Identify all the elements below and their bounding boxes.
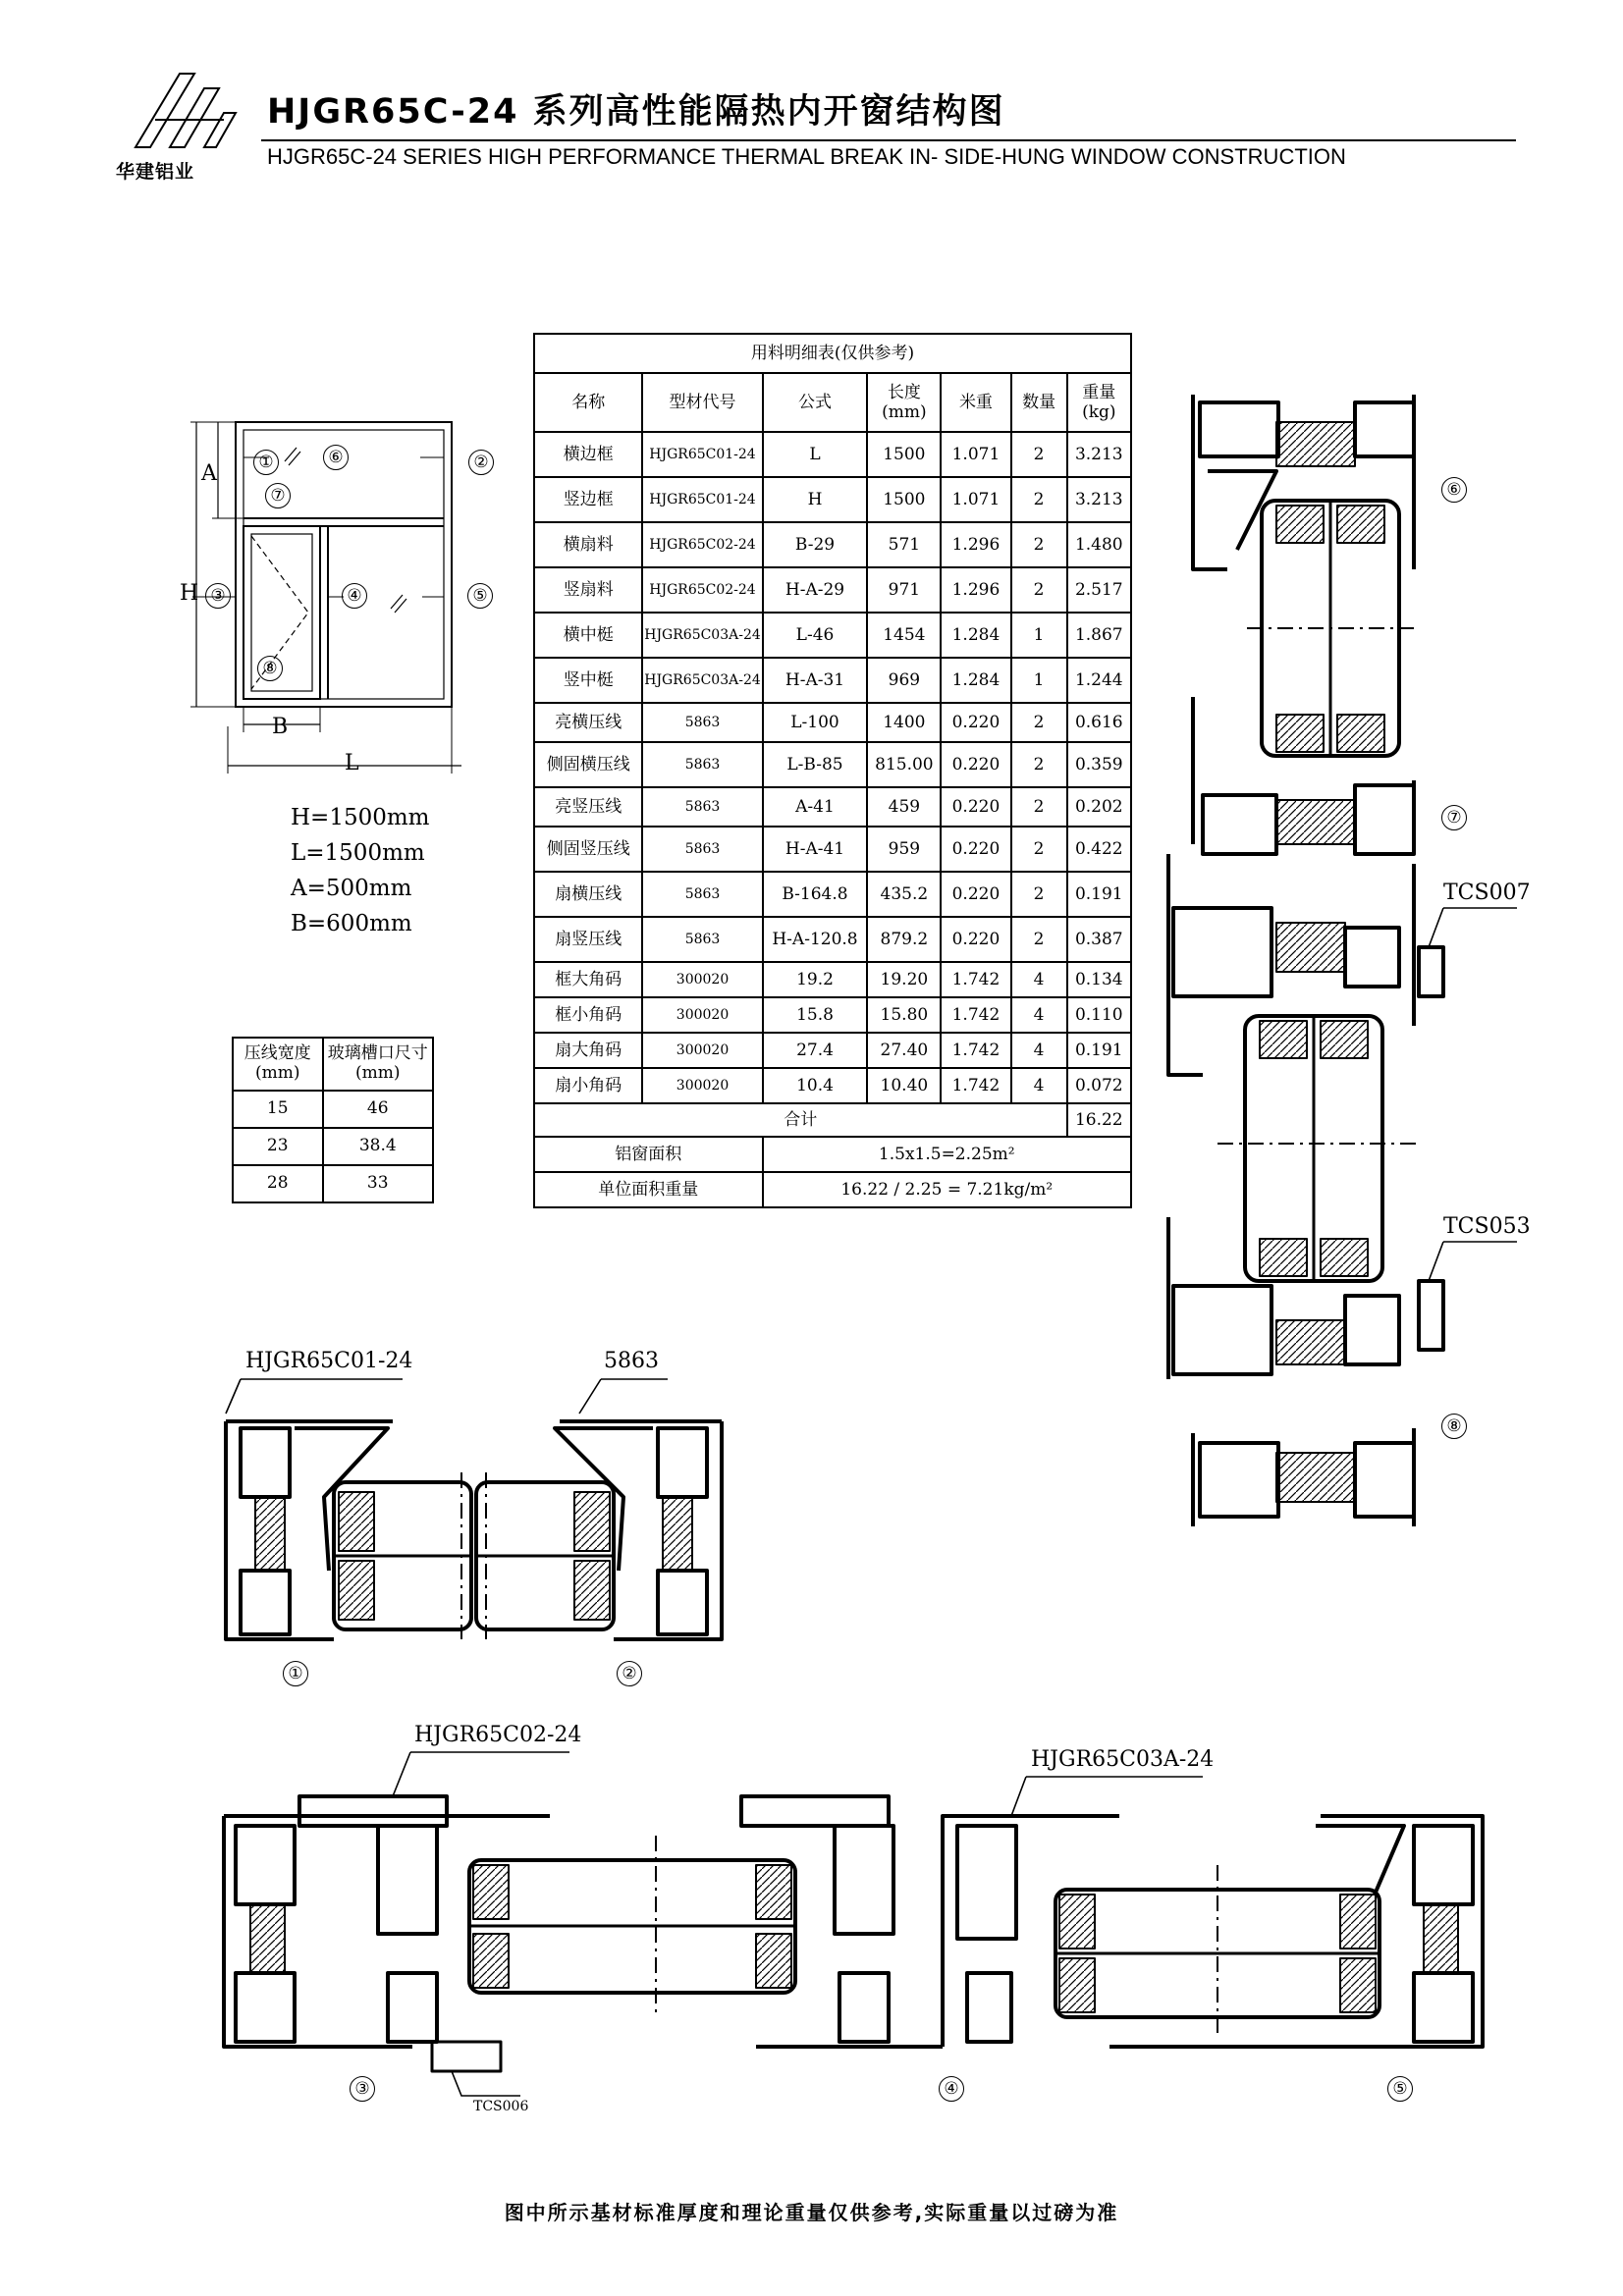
material-cell: 2 <box>1011 917 1067 962</box>
material-cell: 1.296 <box>941 522 1010 567</box>
section-marker-5: ⑤ <box>1387 2076 1413 2102</box>
material-cell: 0.220 <box>941 787 1010 827</box>
material-cell: 27.40 <box>867 1033 941 1068</box>
material-cell: 4 <box>1011 1033 1067 1068</box>
material-cell: 15.8 <box>763 997 868 1033</box>
label-tcs053: TCS053 <box>1443 1214 1531 1239</box>
col-header: 型材代号 <box>642 373 762 432</box>
glass-cell: 15 <box>233 1091 323 1128</box>
total-value: 16.22 <box>1067 1103 1131 1137</box>
marker-5: ⑤ <box>467 583 493 609</box>
material-cell: 1.742 <box>941 1068 1010 1103</box>
material-cell: HJGR65C02-24 <box>642 567 762 613</box>
material-cell: 0.134 <box>1067 962 1131 997</box>
material-cell: 1.296 <box>941 567 1010 613</box>
dim-b-label: B <box>272 715 289 739</box>
material-cell: 459 <box>867 787 941 827</box>
material-cell: 0.191 <box>1067 872 1131 917</box>
area-label: 铝窗面积 <box>534 1137 763 1172</box>
marker-8: ⑧ <box>257 656 283 681</box>
label-tcs006: TCS006 <box>473 2099 529 2114</box>
col-header: 公式 <box>763 373 868 432</box>
material-cell: 1.480 <box>1067 522 1131 567</box>
material-cell: B-29 <box>763 522 868 567</box>
material-cell: 侧固竖压线 <box>534 827 642 872</box>
material-cell: 扇小角码 <box>534 1068 642 1103</box>
page-subtitle: HJGR65C-24 SERIES HIGH PERFORMANCE THERMAL BREAK IN- SIDE-HUNG WINDOW CONSTRUCTION <box>267 144 1346 169</box>
material-cell: 竖中梃 <box>534 658 642 703</box>
marker-2: ② <box>468 450 494 475</box>
material-cell: 969 <box>867 658 941 703</box>
material-cell: 0.359 <box>1067 742 1131 787</box>
section-marker-3: ③ <box>350 2076 375 2102</box>
material-cell: 5863 <box>642 872 762 917</box>
material-cell: 435.2 <box>867 872 941 917</box>
material-cell: 2 <box>1011 872 1067 917</box>
material-cell: 扇竖压线 <box>534 917 642 962</box>
material-cell: 框大角码 <box>534 962 642 997</box>
material-cell: HJGR65C03A-24 <box>642 613 762 658</box>
material-cell: 2 <box>1011 787 1067 827</box>
material-cell: H-A-31 <box>763 658 868 703</box>
glass-unit-section-5 <box>1055 1865 1380 2037</box>
col-header: 米重 <box>941 373 1010 432</box>
material-cell: 1400 <box>867 703 941 742</box>
glass-header-bead: 压线宽度(mm) <box>233 1038 323 1091</box>
material-cell: 27.4 <box>763 1033 868 1068</box>
section-marker-6: ⑥ <box>1441 477 1467 503</box>
material-cell: 300020 <box>642 1033 762 1068</box>
material-cell: 横边框 <box>534 432 642 477</box>
material-cell: 1.244 <box>1067 658 1131 703</box>
material-cell: HJGR65C03A-24 <box>642 658 762 703</box>
label-c01: HJGR65C01-24 <box>245 1349 413 1373</box>
glass-unit-section-1 <box>334 1472 471 1639</box>
material-cell: L-100 <box>763 703 868 742</box>
glass-cell: 23 <box>233 1128 323 1165</box>
marker-1: ① <box>253 450 279 475</box>
dim-a-label: A <box>201 461 217 486</box>
vertical-section-8 <box>1193 1428 1414 1526</box>
glass-unit-lower <box>1217 1016 1419 1281</box>
material-cell: A-41 <box>763 787 868 827</box>
material-cell: 5863 <box>642 827 762 872</box>
glass-header-slot: 玻璃槽口尺寸(mm) <box>323 1038 434 1091</box>
glass-cell: 38.4 <box>323 1128 434 1165</box>
material-cell: H-A-29 <box>763 567 868 613</box>
material-cell: 300020 <box>642 1068 762 1103</box>
material-cell: 1.742 <box>941 962 1010 997</box>
material-cell: L-B-85 <box>763 742 868 787</box>
material-cell: 879.2 <box>867 917 941 962</box>
col-header: 名称 <box>534 373 642 432</box>
label-tcs007: TCS007 <box>1443 881 1531 905</box>
material-cell: 扇横压线 <box>534 872 642 917</box>
material-cell: 0.191 <box>1067 1033 1131 1068</box>
material-cell: 1454 <box>867 613 941 658</box>
col-header: 数量 <box>1011 373 1067 432</box>
material-cell: 1.742 <box>941 1033 1010 1068</box>
material-cell: 横扇料 <box>534 522 642 567</box>
dim-h-label: H <box>180 581 199 606</box>
material-cell: 5863 <box>642 703 762 742</box>
material-cell: L <box>763 432 868 477</box>
material-cell: HJGR65C02-24 <box>642 522 762 567</box>
material-cell: 0.220 <box>941 703 1010 742</box>
material-cell: 0.616 <box>1067 703 1131 742</box>
section-5 <box>1109 1816 1483 2047</box>
page-title: HJGR65C-24 系列高性能隔热内开窗结构图 <box>267 92 1005 132</box>
material-cell: 0.220 <box>941 742 1010 787</box>
unit-weight-value: 16.22 / 2.25 = 7.21kg/m² <box>763 1172 1131 1207</box>
material-cell: 300020 <box>642 962 762 997</box>
material-table-title: 用料明细表(仅供参考) <box>534 334 1131 373</box>
material-cell: 2 <box>1011 827 1067 872</box>
material-cell: 4 <box>1011 1068 1067 1103</box>
material-cell: 2.517 <box>1067 567 1131 613</box>
material-cell: 571 <box>867 522 941 567</box>
material-cell: L-46 <box>763 613 868 658</box>
material-cell: 5863 <box>642 917 762 962</box>
dim-l-label: L <box>345 751 359 775</box>
section-marker-4: ④ <box>939 2076 964 2102</box>
material-cell: 亮竖压线 <box>534 787 642 827</box>
section-marker-1: ① <box>283 1661 308 1686</box>
glass-cell: 33 <box>323 1165 434 1202</box>
material-cell: 1.071 <box>941 432 1010 477</box>
material-cell: 横中梃 <box>534 613 642 658</box>
area-value: 1.5x1.5=2.25m² <box>763 1137 1131 1172</box>
material-cell: 1.867 <box>1067 613 1131 658</box>
dim-l: L=1500mm <box>291 840 425 866</box>
material-cell: 0.072 <box>1067 1068 1131 1103</box>
glass-unit-section-2 <box>476 1472 614 1639</box>
material-cell: 0.220 <box>941 917 1010 962</box>
material-cell: 971 <box>867 567 941 613</box>
marker-3: ③ <box>205 583 231 609</box>
material-cell: 2 <box>1011 522 1067 567</box>
material-cell: 1.742 <box>941 997 1010 1033</box>
glass-cell: 46 <box>323 1091 434 1128</box>
material-cell: 2 <box>1011 742 1067 787</box>
glass-unit-section-3-4 <box>469 1836 795 2012</box>
material-cell: H-A-41 <box>763 827 868 872</box>
unit-weight-label: 单位面积重量 <box>534 1172 763 1207</box>
section-marker-8: ⑧ <box>1441 1414 1467 1439</box>
section-marker-7: ⑦ <box>1441 805 1467 830</box>
material-cell: 10.4 <box>763 1068 868 1103</box>
material-cell: 4 <box>1011 997 1067 1033</box>
material-cell: 19.2 <box>763 962 868 997</box>
material-cell: 15.80 <box>867 997 941 1033</box>
material-cell: 0.110 <box>1067 997 1131 1033</box>
material-cell: 2 <box>1011 432 1067 477</box>
material-cell: 框小角码 <box>534 997 642 1033</box>
material-cell: 5863 <box>642 742 762 787</box>
material-cell: B-164.8 <box>763 872 868 917</box>
material-cell: 1 <box>1011 613 1067 658</box>
material-cell: 扇大角码 <box>534 1033 642 1068</box>
label-c03a: HJGR65C03A-24 <box>1031 1747 1215 1772</box>
material-cell: 侧固横压线 <box>534 742 642 787</box>
material-cell: HJGR65C01-24 <box>642 477 762 522</box>
material-cell: 1500 <box>867 477 941 522</box>
material-cell: 竖边框 <box>534 477 642 522</box>
material-cell: 竖扇料 <box>534 567 642 613</box>
marker-4: ④ <box>342 583 367 609</box>
material-cell: 1.284 <box>941 613 1010 658</box>
material-cell: H <box>763 477 868 522</box>
material-cell: 0.220 <box>941 872 1010 917</box>
material-cell: H-A-120.8 <box>763 917 868 962</box>
material-cell: 0.202 <box>1067 787 1131 827</box>
dim-h: H=1500mm <box>291 805 430 830</box>
material-cell: 10.40 <box>867 1068 941 1103</box>
material-cell: 2 <box>1011 703 1067 742</box>
glass-unit-upper <box>1247 501 1414 756</box>
col-header: 长度(mm) <box>867 373 941 432</box>
material-cell: 1.284 <box>941 658 1010 703</box>
dim-a: A=500mm <box>291 876 412 901</box>
material-cell: 1 <box>1011 658 1067 703</box>
material-cell: 3.213 <box>1067 432 1131 477</box>
glass-cell: 28 <box>233 1165 323 1202</box>
material-cell: 5863 <box>642 787 762 827</box>
material-cell: 0.220 <box>941 827 1010 872</box>
marker-7: ⑦ <box>265 483 291 508</box>
section-marker-2: ② <box>617 1661 642 1686</box>
dim-b: B=600mm <box>291 911 412 936</box>
material-cell: 2 <box>1011 477 1067 522</box>
brand-name: 华建铝业 <box>116 161 195 183</box>
label-5863: 5863 <box>604 1349 659 1373</box>
material-cell: 2 <box>1011 567 1067 613</box>
material-cell: HJGR65C01-24 <box>642 432 762 477</box>
label-c02: HJGR65C02-24 <box>414 1723 582 1747</box>
material-cell: 1.071 <box>941 477 1010 522</box>
total-label: 合计 <box>534 1103 1067 1137</box>
material-cell: 300020 <box>642 997 762 1033</box>
material-cell: 亮横压线 <box>534 703 642 742</box>
material-cell: 959 <box>867 827 941 872</box>
material-cell: 0.387 <box>1067 917 1131 962</box>
material-cell: 4 <box>1011 962 1067 997</box>
footer-note: 图中所示基材标准厚度和理论重量仅供参考,实际重量以过磅为准 <box>504 2201 1119 2224</box>
material-cell: 815.00 <box>867 742 941 787</box>
col-header: 重量(kg) <box>1067 373 1131 432</box>
material-cell: 0.422 <box>1067 827 1131 872</box>
material-cell: 19.20 <box>867 962 941 997</box>
marker-6: ⑥ <box>323 445 349 470</box>
material-cell: 1500 <box>867 432 941 477</box>
material-cell: 3.213 <box>1067 477 1131 522</box>
